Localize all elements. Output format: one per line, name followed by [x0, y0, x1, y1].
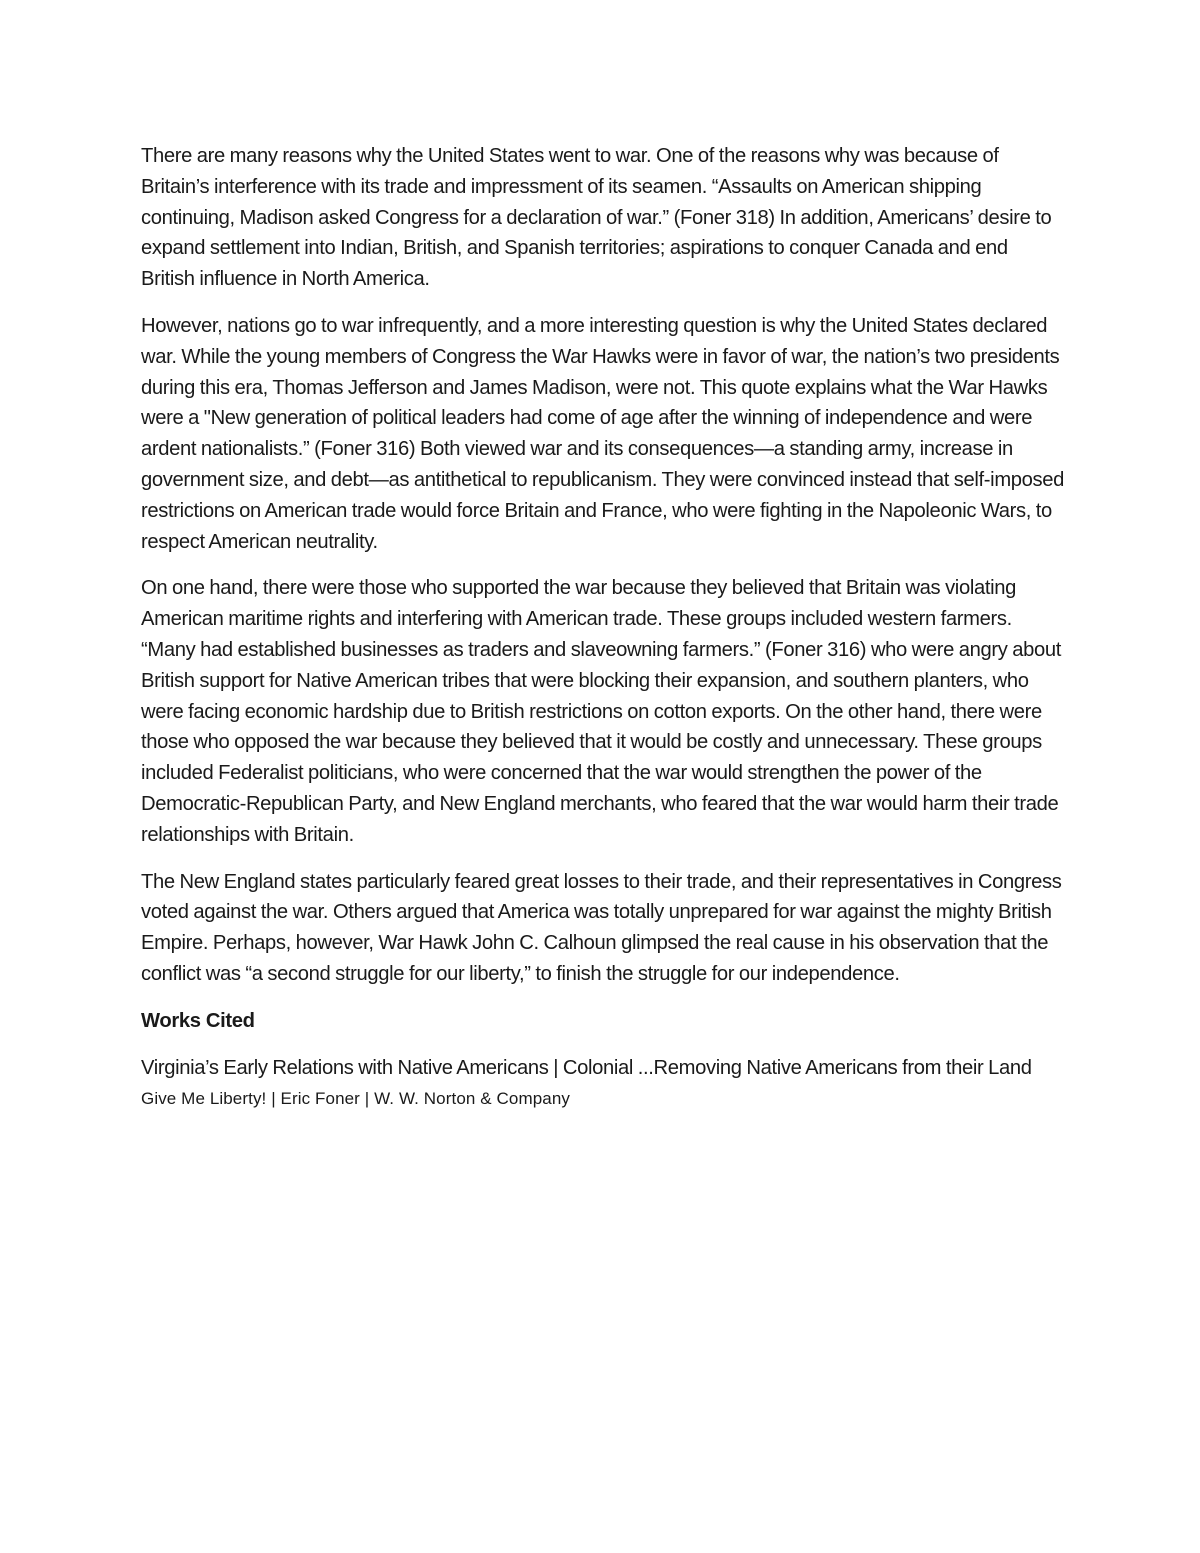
citation-item: Give Me Liberty! | Eric Foner | W. W. Norton & Company [141, 1089, 570, 1109]
citation-item: Virginia’s Early Relations with Native Americans | Colonial ...Removing Native Americans from their Land [141, 1056, 1032, 1079]
document-body [141, 141, 1066, 1111]
paragraph-supporters-and-opponents: On one hand, there were those who supported the war because they believed that Britain was violating American maritime rights and interfering with American trade. These groups included western farmers. “Many had established businesses as traders and slaveowning farmers.” (Foner 316) who were angry about British support for Native American tribes that were blocking their expansion, and southern planters, who were facing economic hardship due to British restrictions on cotton exports. On the other hand, there were those who opposed the war because they believed that it would be costly and unnecessary. These groups included Federalist politicians, who were concerned that the war would strengthen the power of the Democratic-Republican Party, and New England merchants, who feared that the war would harm their trade relationships with Britain. [141, 577, 1062, 846]
paragraph-reasons-for-war: There are many reasons why the United States went to war. One of the reasons why was because of Britain’s interference with its trade and impressment of its seamen. “Assaults on American shipping continuing, Madison asked Congress for a declaration of war.” (Foner 318) In addition, Americans’ desire to expand settlement into Indian, British, and Spanish territories; aspirations to conquer Canada and end British influence in North America. [141, 145, 1052, 291]
works-cited-heading: Works Cited [141, 1009, 255, 1032]
paragraph-new-england: The New England states particularly feared great losses to their trade, and their representatives in Congress voted against the war. Others argued that America was totally unprepared for war against the mighty British Empire. Perhaps, however, War Hawk John C. Calhoun glimpsed the real cause in his observation that the conflict was “a second struggle for our liberty,” to finish the struggle for our independence. [141, 870, 1062, 985]
paragraph-war-hawks: However, nations go to war infrequently, and a more interesting question is why the United States declared war. While the young members of Congress the War Hawks were in favor of war, the nation’s two presidents during this era, Thomas Jefferson and James Madison, were not. This quote explains what the War Hawks were a "New generation of political leaders had come of age after the winning of independence and were ardent nationalists.” (Foner 316) Both viewed war and its consequences—a standing army, increase in government size, and debt—as antithetical to republicanism. They were convinced instead that self-imposed restrictions on American trade would force Britain and France, who were fighting in the Napoleonic Wars, to respect American neutrality. [141, 314, 1065, 553]
